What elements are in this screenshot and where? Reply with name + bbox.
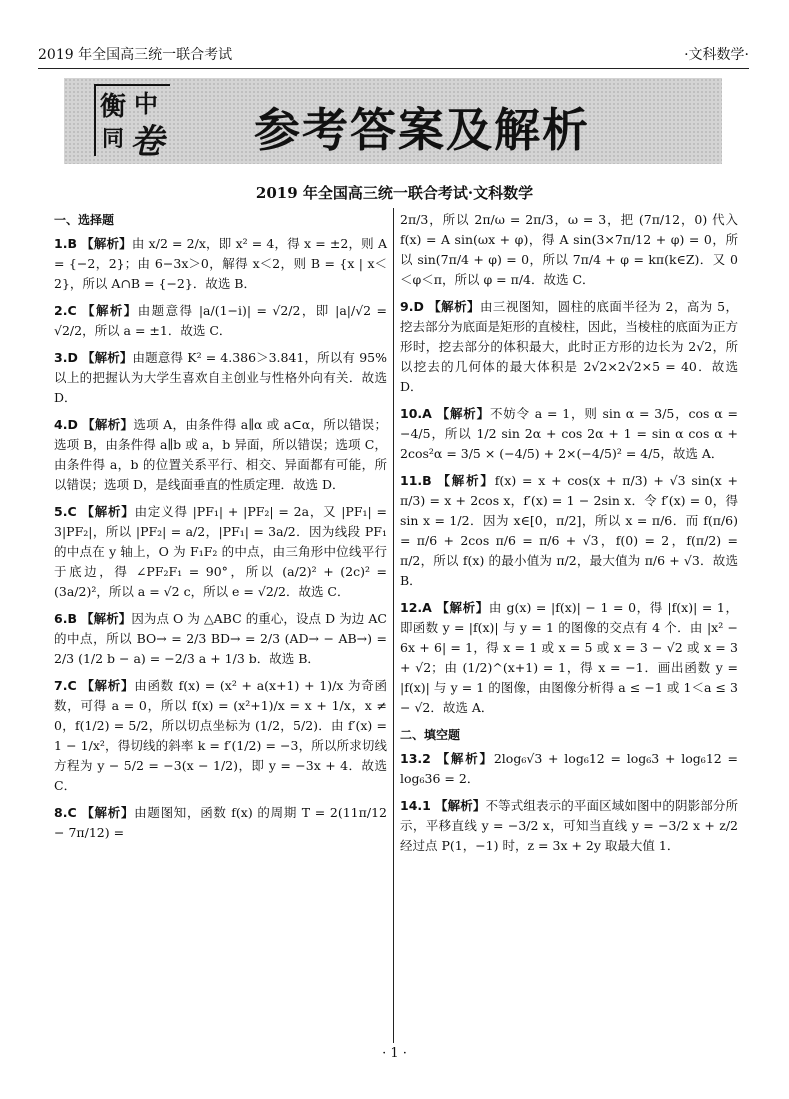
answer-item — [54, 676, 387, 796]
logo-char: 同 — [102, 126, 125, 152]
answer-item — [400, 598, 738, 718]
analysis-tag: 【解析】 — [81, 236, 132, 251]
right-answer-list — [400, 210, 738, 718]
answer-text: 由题意得 |a/(1−i)| = √2/2，即 |a|/√2 = √2/2，所以 a = ±1．故选 C． — [54, 303, 387, 338]
page-header — [38, 42, 749, 69]
answer-number: 5.C — [54, 504, 77, 519]
answer-item — [400, 749, 738, 789]
answer-text: 选项 A，由条件得 a∥α 或 a⊂α，所以错误；选项 B，由条件得 a∥b 或 a，b 异面，所以错误；选项 C，由条件得 a，b 的位置关系平行、相交、异面都有可能，所以错误；选项 D，是线面垂直的性质定理．故选 D． — [54, 417, 387, 492]
left-column — [54, 210, 387, 850]
answer-text: 2log₆√3 + log₆12 = log₆3 + log₆12 = log₆36 = 2． — [400, 751, 738, 786]
answer-number: 2.C — [54, 303, 77, 318]
answer-text: 不等式组表示的平面区域如图中的阴影部分所示，平移直线 y = −3/2 x，可知当直线 y = −3/2 x + z/2 经过点 P(1，−1) 时，z = 3x + 2y 取最大值 1． — [400, 798, 738, 853]
answer-number: 4.D — [54, 417, 78, 432]
analysis-tag: 【解析】 — [436, 406, 490, 421]
answer-item — [54, 803, 387, 843]
answer-item — [400, 297, 738, 397]
analysis-tag: 【解析】 — [436, 751, 494, 766]
answer-text: f(x) = x + cos(x + π/3) + √3 sin(x + π/3) = x + 2cos x，f′(x) = 1 − 2sin x．令 f′(x) = 0，得 sin x = 1/2．因为 x∈[0，π/2]，所以 x = π/6．而 f(π/6) = π/6 + 2cos π/6 = π/6 + √3，f(0) = 2，f(π/2) = π/2，所以 f(x) 的最小值为 π/2，最大值为 π/6 + √3．故选 B． — [400, 473, 738, 588]
answer-number: 1.B — [54, 236, 77, 251]
section-heading: 二、填空题 — [400, 728, 461, 742]
analysis-tag: 【解析】 — [436, 600, 489, 615]
answer-number: 9.D — [400, 299, 424, 314]
answer-item — [54, 502, 387, 602]
analysis-tag: 【解析】 — [81, 350, 133, 365]
answer-number: 12.A — [400, 600, 432, 615]
answer-number: 14.1 — [400, 798, 431, 813]
answer-number: 6.B — [54, 611, 77, 626]
analysis-tag: 【解析】 — [81, 504, 135, 519]
answer-item — [54, 348, 387, 408]
logo-char: 中 — [134, 89, 158, 118]
analysis-tag: 【解析】 — [437, 473, 495, 488]
main-title: 2019 年全国高三统一联合考试·文科数学 — [255, 184, 534, 202]
answer-number: 13.2 — [400, 751, 431, 766]
answer-item — [54, 301, 387, 341]
answer-item — [400, 210, 738, 290]
logo — [94, 84, 172, 162]
analysis-tag: 【解析】 — [428, 299, 480, 314]
answer-text: 由 g(x) = |f(x)| − 1 = 0，得 |f(x)| = 1，即函数 y = |f(x)| 与 y = 1 的图像的交点有 4 个．由 |x² − 6x + 6| = 1，得 x = 1 或 x = 5 或 x = 3 − √2 或 x = 3 + √2；由 (1/2)^(x+1) = 1，得 x = −1．画出函数 y = |f(x)| 与 y = 1 的图像，由图像分析得 a ≤ −1 或 1＜a ≤ 3 − √2．故选 A． — [400, 600, 738, 715]
answer-item — [54, 234, 387, 294]
answer-number: 10.A — [400, 406, 432, 421]
answer-text: 由函数 f(x) = (x² + a(x+1) + 1)/x 为奇函数，可得 a = 0，所以 f(x) = (x²+1)/x = x + 1/x，x ≠ 0，f(1/2) = 5/2，所以切点坐标为 (1/2，5/2)．由 f′(x) = 1 − 1/x²，得切线的斜率 k = f′(1/2) = −3，所以所求切线方程为 y − 5/2 = −3(x − 1/2)，即 y = −3x + 4．故选 C． — [54, 678, 387, 793]
answer-number: 8.C — [54, 805, 77, 820]
answer-number: 3.D — [54, 350, 78, 365]
answer-text: 2π/3，所以 2π/ω = 2π/3，ω = 3，把 (7π/12，0) 代入 f(x) = A sin(ωx + φ)，得 A sin(3×7π/12 + φ) = 0，所以 sin(7π/4 + φ) = 0，所以 7π/4 + φ = kπ(k∈Z)．又 0＜φ＜π，所以 φ = π/4．故选 C． — [400, 212, 738, 287]
section-heading: 一、选择题 — [54, 213, 115, 227]
header-left: 2019 年全国高三统一联合考试 — [38, 47, 233, 63]
analysis-tag: 【解析】 — [81, 805, 135, 820]
answer-text: 由三视图知，圆柱的底面半径为 2，高为 5，挖去部分为底面是矩形的直棱柱，因此，当棱柱的底面为正方形时，挖去部分的体积最大，此时正方形的边长为 2√2，所以挖去的几何体的最大体积是 2√2×2√2×5 = 40．故选 D． — [400, 299, 738, 394]
answer-text: 由题意得 K² = 4.386＞3.841，所以有 95% 以上的把握认为大学生喜欢自主创业与性格外向有关．故选 D． — [54, 350, 387, 405]
right-column — [400, 210, 738, 863]
column-divider — [393, 208, 394, 1043]
analysis-tag: 【解析】 — [81, 678, 135, 693]
answer-number: 11.B — [400, 473, 432, 488]
fill-answer-list — [400, 749, 738, 856]
left-answer-list — [54, 234, 387, 843]
answer-item — [400, 404, 738, 464]
answer-text: 由 x/2 = 2/x，即 x² = 4，得 x = ±2，则 A = {−2，2}；由 6−3x＞0，解得 x＜2，则 B = {x | x＜2}，所以 A∩B = {−2}．故选 B． — [54, 236, 387, 291]
analysis-tag: 【解析】 — [82, 417, 134, 432]
answer-text: 由题图知，函数 f(x) 的周期 T = 2(11π/12 − 7π/12) = — [54, 805, 387, 840]
answer-item — [400, 796, 738, 856]
answer-number: 7.C — [54, 678, 77, 693]
analysis-tag: 【解析】 — [434, 798, 486, 813]
analysis-tag: 【解析】 — [81, 611, 132, 626]
header-right: ·文科数学· — [684, 47, 749, 63]
analysis-tag: 【解析】 — [82, 303, 138, 318]
banner — [64, 78, 722, 164]
answer-text: 由定义得 |PF₁| + |PF₂| = 2a，又 |PF₁| = 3|PF₂|，所以 |PF₂| = a/2，|PF₁| = 3a/2．因为线段 PF₁ 的中点在 y 轴上，O 为 F₁F₂ 的中点，由三角形中位线平行于底边，得 ∠PF₂F₁ = 90°，所以 (a/2)² + (2c)² = (3a/2)²，所以 a = √2 c，所以 e = √2/2．故选 C． — [54, 504, 387, 599]
logo-char: 卷 — [130, 122, 164, 162]
logo-char: 衡 — [100, 92, 127, 122]
page-number: · 1 · — [382, 1046, 407, 1061]
banner-title: 参考答案及解析 — [254, 103, 590, 157]
answer-text: 不妨令 a = 1，则 sin α = 3/5，cos α = −4/5，所以 1/2 sin 2α + cos 2α + 1 = sin α cos α + 2cos²α = 3/5 × (−4/5) + 2×(−4/5)² = 4/5，故选 A． — [400, 406, 738, 461]
answer-item — [54, 415, 387, 495]
answer-item — [54, 609, 387, 669]
answer-text: 因为点 O 为 △ABC 的重心，设点 D 为边 AC 的中点，所以 BO→ = 2/3 BD→ = 2/3 (AD→ − AB→) = 2/3 (1/2 b − a) = −2/3 a + 1/3 b．故选 B． — [54, 611, 387, 666]
answer-item — [400, 471, 738, 591]
